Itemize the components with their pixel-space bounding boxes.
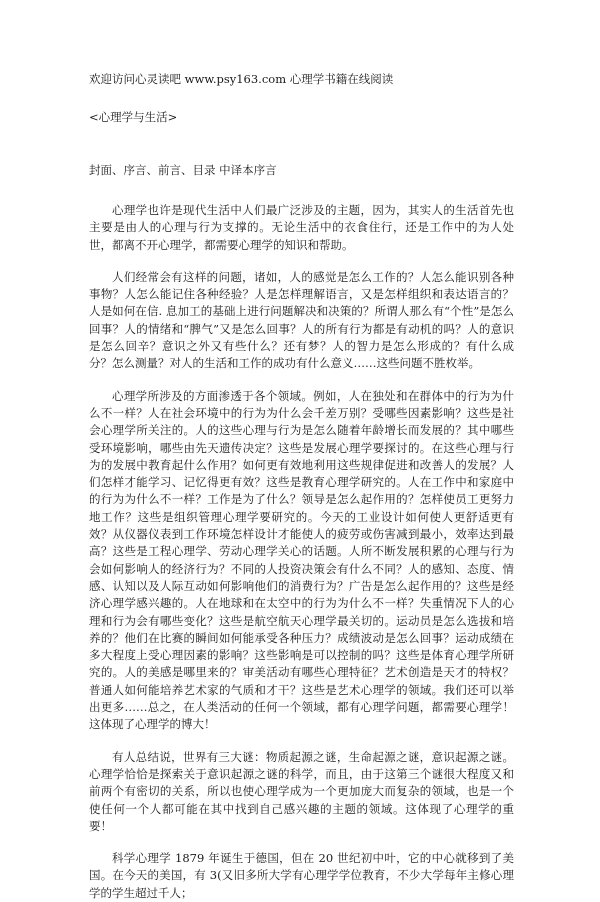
- paragraph-history: 科学心理学 1879 年诞生于德国，但在 20 世纪初中叶，它的中心就移到了美国。在今天的美国，有 3(又旧多所大学有心理学学位教育，不少大学每年主修心理学的学生超过千人；: [89, 851, 514, 900]
- paragraph-questions: 人们经常会有这样的问题，诸如，人的感觉是怎么工作的？人怎么能识别各种事物？人怎么能记住各种经验？人是怎样理解语言，又是怎样组织和表达语言的？人是如何在信. 息加工的基础上进行问题解决和决策的？所谓人那么有“个性”是怎么回事？人的情绪和“脾气”又是怎么回事？人的所有行为都是有动机的吗？人的意识是怎么回辛？意识之外又有些什么？还有梦？人的智力是怎么形成的？有什么成分？怎么测量？对人的生活和工作的成功有什么意义……这些问题不胜枚举。: [89, 269, 514, 371]
- paragraph-three-mysteries: 有人总结说，世界有三大谜：物质起源之谜，生命起源之谜，意识起源之谜。心理学恰恰是探索关于意识起源之谜的科学，而且，由于这第三个谜很大程度又和前两个有密切的关系，所以也使心理学成为一个更加庞大而复杂的领域，也是一个使任何一个人都可能在其中找到自己感兴趣的主题的领域。这体现了心理学的重要！: [89, 749, 514, 833]
- site-header-line: 欢迎访问心灵读吧 www.psy163.com 心理学书籍在线阅读: [89, 72, 394, 86]
- section-title: 封面、序言、前言、目录 中译本序言: [89, 163, 277, 177]
- document-page: [89, 72, 514, 902]
- paragraph-fields: 心理学所涉及的方面渗透于各个领域。例如，人在独处和在群体中的行为为什么不一样？人在社会环境中的行为为什么会千差万别？受哪些因素影响？这些是社会心理学所关注的。人的这些心理与行为是怎么随着年龄增长而发展的？其中哪些受环境影响，哪些由先天遗传决定？这些是发展心理学要探讨的。在这些心理与行为的发展中教育起什么作用？如何更有效地利用这些规律促进和改善人的发展？人们怎样才能学习、记忆得更有效？这些是教育心理学研究的。人在工作中和家庭中的行为为什么不一样？工作是为了什么？领导是怎么起作用的？怎样使员工更努力地工作？这些是组织管理心理学要研究的。今天的工业设计如何使人更舒适更有效？从仪器仪表到工作环境怎样设计才能使人的疲劳或伤害减到最小，效率达到最高？这些是工程心理学、劳动心理学关心的话题。人所不断发展积累的心理与行为会如何影响人的经济行为？不同的人投资决策会有什么不同？人的感知、态度、情感、认知以及人际互动如何影响他们的消费行为？广告是怎么起作用的？这些是经济心理学感兴趣的。人在地球和在太空中的行为为什么不一样？失重情况下人的心理和行为会有哪些变化？这些是航空航天心理学最关切的。运动员是怎么选拔和培养的？他们在比赛的瞬间如何能承受各种压力？成绩波动是怎么回事？运动成绩在多大程度上受心理因素的影响？这些影响是可以控制的吗？这些是体育心理学所研究的。人的美感是哪里来的？审美活动有哪些心理特征？艺术创造是天才的特权？普通人如何能培养艺术家的气质和才干？这些是艺术心理学的领域。我们还可以举出更多……总之，在人类活动的任何一个领域，都有心理学问题，都需要心理学！这体现了心理学的博大！: [89, 388, 514, 732]
- book-title: <心理学与生活>: [89, 110, 178, 124]
- paragraph-intro: 心理学也许是现代生活中人们最广泛涉及的主题，因为，其实人的生活首先也主要是由人的心理与行为支撑的。无论生活中的衣食住行，还是工作中的为人处世，都离不开心理学，都需要心理学的知识和帮助。: [89, 203, 514, 252]
